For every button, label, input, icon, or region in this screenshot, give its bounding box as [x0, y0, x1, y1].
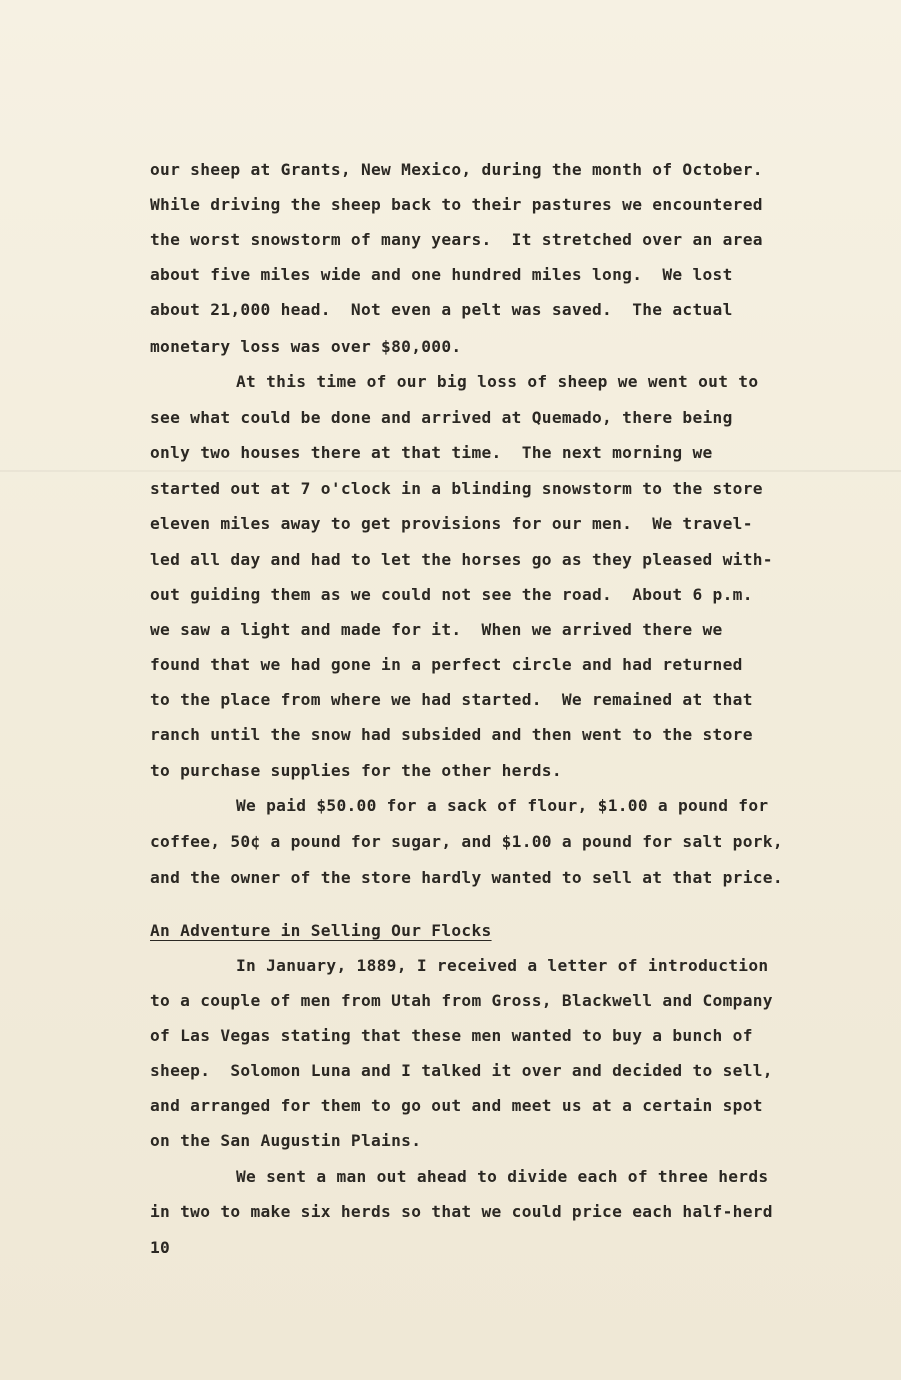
text-line: ranch until the snow had subsided and then went to the store — [150, 725, 753, 744]
text-line: in two to make six herds so that we could price each half-herd — [150, 1202, 773, 1221]
text-line: of Las Vegas stating that these men wanted to buy a bunch of — [150, 1026, 753, 1045]
text-line: sheep. Solomon Luna and I talked it over and decided to sell, — [150, 1061, 773, 1080]
text-line: and the owner of the store hardly wanted to sell at that price. — [150, 868, 783, 887]
paragraph-first-line: We sent a man out ahead to divide each of three herds — [236, 1167, 769, 1186]
text-line: the worst snowstorm of many years. It stretched over an area — [150, 230, 763, 249]
text-line: coffee, 50¢ a pound for sugar, and $1.00 a pound for salt pork, — [150, 832, 783, 851]
paper-fold — [0, 470, 901, 472]
text-line: monetary loss was over $80,000. — [150, 337, 462, 356]
text-line: to the place from where we had started. We remained at that — [150, 690, 753, 709]
paragraph-first-line: At this time of our big loss of sheep we went out to — [236, 372, 759, 391]
text-line: our sheep at Grants, New Mexico, during the month of October. — [150, 160, 763, 179]
text-line: out guiding them as we could not see the road. About 6 p.m. — [150, 585, 753, 604]
text-line: about five miles wide and one hundred miles long. We lost — [150, 265, 733, 284]
text-line: about 21,000 head. Not even a pelt was saved. The actual — [150, 300, 733, 319]
text-line: to purchase supplies for the other herds. — [150, 761, 562, 780]
text-line: and arranged for them to go out and meet us at a certain spot — [150, 1096, 763, 1115]
text-line: only two houses there at that time. The next morning we — [150, 443, 713, 462]
paragraph-first-line: We paid $50.00 for a sack of flour, $1.00 a pound for — [236, 796, 769, 815]
text-line: to a couple of men from Utah from Gross, Blackwell and Company — [150, 991, 773, 1010]
text-line: on the San Augustin Plains. — [150, 1131, 422, 1150]
section-heading: An Adventure in Selling Our Flocks — [150, 921, 492, 940]
text-line: While driving the sheep back to their pastures we encountered — [150, 195, 763, 214]
text-line: led all day and had to let the horses go as they pleased with- — [150, 550, 773, 569]
text-line: started out at 7 o'clock in a blinding snowstorm to the store — [150, 479, 763, 498]
text-line: see what could be done and arrived at Quemado, there being — [150, 408, 733, 427]
text-line: found that we had gone in a perfect circle and had returned — [150, 655, 743, 674]
text-line: we saw a light and made for it. When we arrived there we — [150, 620, 723, 639]
text-line: eleven miles away to get provisions for our men. We travel- — [150, 514, 753, 533]
page-number: 10 — [150, 1238, 171, 1257]
paragraph-first-line: In January, 1889, I received a letter of introduction — [236, 956, 769, 975]
